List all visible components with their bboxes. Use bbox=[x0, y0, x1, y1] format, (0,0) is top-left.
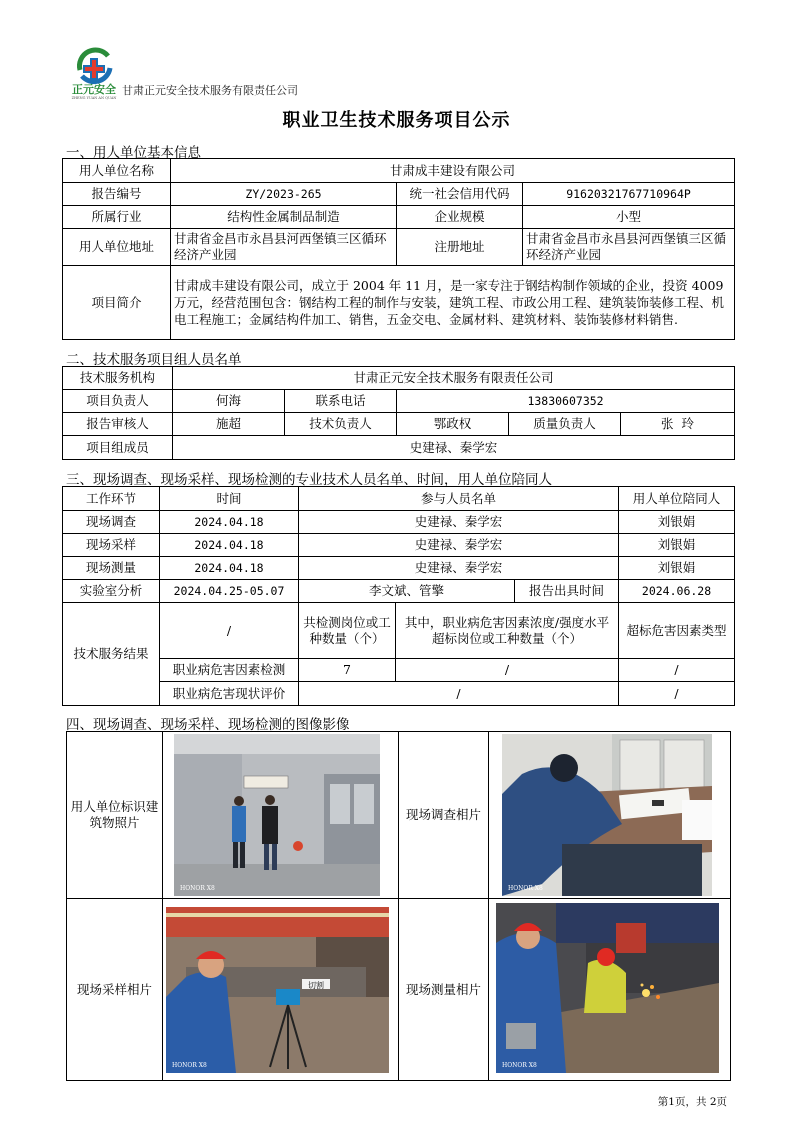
col-people: 参与人员名单 bbox=[299, 487, 619, 511]
credit-code-value: 91620321767710964P bbox=[523, 183, 735, 206]
eval-exceed: / bbox=[299, 682, 619, 706]
section3-heading: 三、现场调查、现场采样、现场检测的专业技术人员名单、时间，用人单位陪同人 bbox=[66, 472, 552, 488]
building-sign-photo bbox=[174, 734, 380, 896]
sampling-photo bbox=[166, 907, 389, 1073]
photo-watermark: HONOR X8 bbox=[508, 885, 543, 892]
credit-code-label: 统一社会信用代码 bbox=[397, 183, 523, 206]
time-cell: 2024.04.18 bbox=[160, 534, 299, 557]
intro-value: 甘肃成丰建设有限公司，成立于 2004 年 11 月，是一家专注于钢结构制作领域的企业，投资 4009 万元，经营范围包含：钢结构工程的制作与安装，建筑工程、市政公用工程、建筑装饰装修工程、机电工程施工；金属结构件加工、销售，五金交电、金属材料、建筑材料、装饰装修材料销售. bbox=[171, 266, 735, 340]
industry-label: 所属行业 bbox=[63, 206, 171, 229]
page-number: 第1页，共 2页 bbox=[657, 1096, 727, 1108]
stage-cell: 现场调查 bbox=[63, 511, 160, 534]
count-header: 共检测岗位或工种数量（个） bbox=[299, 603, 396, 659]
col-stage: 工作环节 bbox=[63, 487, 160, 511]
phone-label: 联系电话 bbox=[285, 390, 397, 413]
header-company-name: 甘肃正元安全技术服务有限责任公司 bbox=[122, 84, 298, 97]
report-date-label: 报告出具时间 bbox=[515, 580, 619, 603]
people-cell: 史建禄、秦学宏 bbox=[299, 534, 619, 557]
col-companion: 用人单位陪同人 bbox=[619, 487, 735, 511]
time-cell: 2024.04.18 bbox=[160, 511, 299, 534]
scale-value: 小型 bbox=[523, 206, 735, 229]
logo-text: 正元安全 bbox=[72, 83, 116, 96]
report-date-value: 2024.06.28 bbox=[619, 580, 735, 603]
sign-text: 切割 bbox=[308, 981, 324, 990]
reviewer-value: 施超 bbox=[173, 413, 285, 436]
companion-cell: 刘银娟 bbox=[619, 534, 735, 557]
qa-value: 张 玲 bbox=[621, 413, 735, 436]
industry-value: 结构性金属制品制造 bbox=[171, 206, 397, 229]
tech-label: 技术负责人 bbox=[285, 413, 397, 436]
leader-label: 项目负责人 bbox=[63, 390, 173, 413]
fieldwork-table bbox=[62, 486, 735, 706]
detect-count: 7 bbox=[299, 659, 396, 682]
photo4-label: 现场测量相片 bbox=[399, 899, 489, 1081]
section4-heading: 四、现场调查、现场采样、现场检测的图像影像 bbox=[66, 717, 350, 733]
lab-people: 李文斌、管擎 bbox=[299, 580, 515, 603]
photo-watermark: HONOR X8 bbox=[502, 1062, 537, 1069]
address-value: 甘肃省金昌市永昌县河西堡镇三区循环经济产业园 bbox=[171, 229, 397, 266]
qa-label: 质量负责人 bbox=[509, 413, 621, 436]
unit-name-label: 用人单位名称 bbox=[63, 159, 171, 183]
col-time: 时间 bbox=[160, 487, 299, 511]
reg-address-label: 注册地址 bbox=[397, 229, 523, 266]
org-value: 甘肃正元安全技术服务有限责任公司 bbox=[173, 367, 735, 390]
factor-header: 超标危害因素类型 bbox=[619, 603, 735, 659]
companion-cell: 刘银娟 bbox=[619, 557, 735, 580]
detect-factor: / bbox=[619, 659, 735, 682]
team-table bbox=[62, 366, 735, 460]
logo-subtext: ZHENG YUAN AN QUAN bbox=[71, 96, 117, 100]
phone-value: 13830607352 bbox=[397, 390, 735, 413]
exceed-header: 其中，职业病危害因素浓度/强度水平超标岗位或工种数量（个） bbox=[396, 603, 619, 659]
lab-label: 实验室分析 bbox=[63, 580, 160, 603]
members-value: 史建禄、秦学宏 bbox=[173, 436, 735, 460]
lab-time: 2024.04.25-05.07 bbox=[160, 580, 299, 603]
measurement-photo bbox=[496, 903, 719, 1073]
report-no-label: 报告编号 bbox=[63, 183, 171, 206]
photo1-label: 用人单位标识建筑物照片 bbox=[67, 732, 163, 899]
section2-heading: 二、技术服务项目组人员名单 bbox=[66, 352, 242, 368]
survey-photo bbox=[502, 734, 712, 896]
address-label: 用人单位地址 bbox=[63, 229, 171, 266]
eval-label: 职业病危害现状评价 bbox=[160, 682, 299, 706]
result-slash: / bbox=[160, 603, 299, 659]
photo3-label: 现场采样相片 bbox=[67, 899, 163, 1081]
companion-cell: 刘银娟 bbox=[619, 511, 735, 534]
unit-name-value: 甘肃成丰建设有限公司 bbox=[171, 159, 735, 183]
members-label: 项目组成员 bbox=[63, 436, 173, 460]
table-row bbox=[63, 557, 735, 580]
leader-value: 何海 bbox=[173, 390, 285, 413]
stage-cell: 现场采样 bbox=[63, 534, 160, 557]
company-logo bbox=[66, 38, 122, 100]
detect-exceed: / bbox=[396, 659, 619, 682]
report-no-value: ZY/2023-265 bbox=[171, 183, 397, 206]
page-title: 职业卫生技术服务项目公示 bbox=[282, 110, 511, 131]
org-label: 技术服务机构 bbox=[63, 367, 173, 390]
people-cell: 史建禄、秦学宏 bbox=[299, 557, 619, 580]
letterhead bbox=[66, 38, 466, 102]
time-cell: 2024.04.18 bbox=[160, 557, 299, 580]
scale-label: 企业规模 bbox=[397, 206, 523, 229]
tech-value: 鄂政权 bbox=[397, 413, 509, 436]
people-cell: 史建禄、秦学宏 bbox=[299, 511, 619, 534]
detect-label: 职业病危害因素检测 bbox=[160, 659, 299, 682]
eval-factor: / bbox=[619, 682, 735, 706]
unit-info-table bbox=[62, 158, 735, 340]
photo2-label: 现场调查相片 bbox=[399, 732, 489, 899]
stage-cell: 现场测量 bbox=[63, 557, 160, 580]
photo-watermark: HONOR X8 bbox=[180, 885, 215, 892]
table-row bbox=[63, 511, 735, 534]
table-row bbox=[63, 534, 735, 557]
intro-label: 项目简介 bbox=[63, 266, 171, 340]
section1-heading: 一、用人单位基本信息 bbox=[66, 145, 201, 161]
result-label: 技术服务结果 bbox=[63, 603, 160, 706]
reviewer-label: 报告审核人 bbox=[63, 413, 173, 436]
reg-address-value: 甘肃省金昌市永昌县河西堡镇三区循环经济产业园 bbox=[523, 229, 735, 266]
photo-watermark: HONOR X8 bbox=[172, 1062, 207, 1069]
